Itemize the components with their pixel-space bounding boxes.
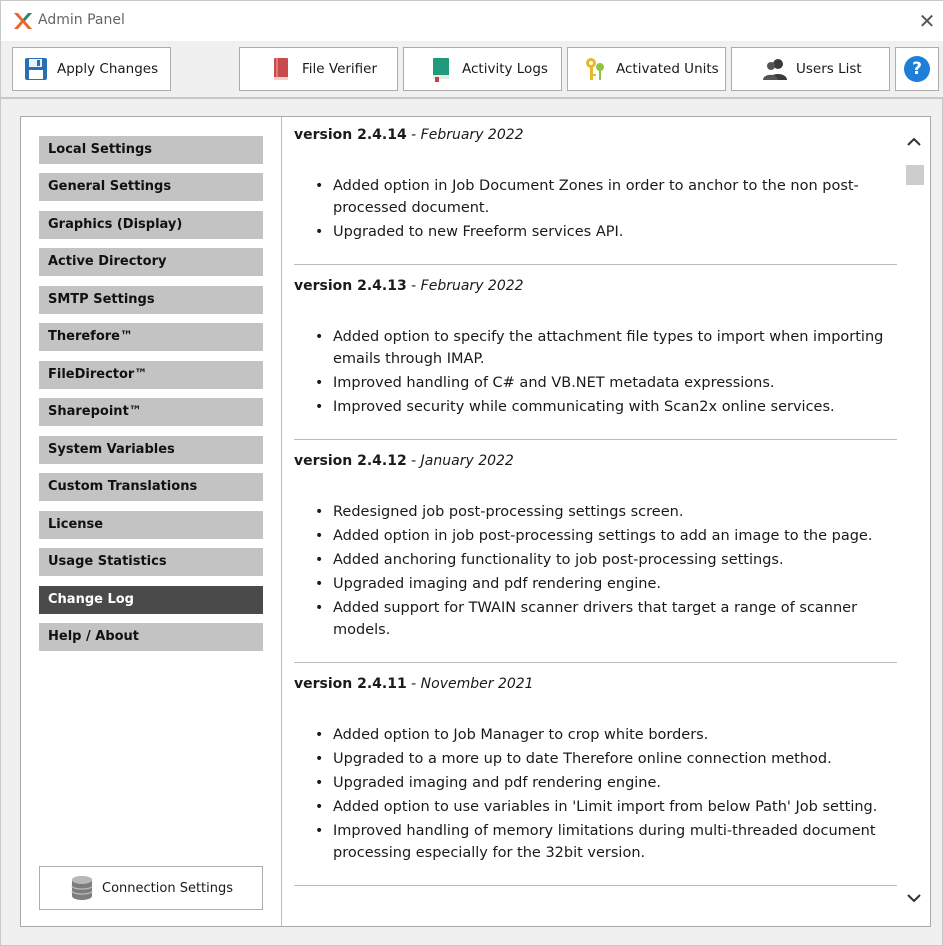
users-icon (762, 56, 788, 82)
change-item: • Added anchoring functionality to job post-processing settings. (333, 549, 897, 571)
version-separator: - (406, 127, 421, 143)
help-icon (904, 56, 930, 82)
change-log-content[interactable] (283, 117, 897, 926)
change-item: • Added option to specify the attachment file types to import when importing emails through IMAP. (333, 326, 897, 370)
apply-changes-label: Apply Changes (57, 61, 159, 77)
file-verifier-label: File Verifier (302, 61, 378, 77)
scrollbar-thumb[interactable] (906, 165, 924, 185)
version-number: version 2.4.12 (294, 453, 407, 469)
apply-changes-button[interactable] (12, 47, 171, 91)
version-entry (283, 265, 897, 418)
toolbar (1, 41, 943, 99)
version-entry (283, 440, 897, 641)
nav-item-system-variables[interactable]: System Variables (39, 436, 263, 464)
version-number: version 2.4.11 (294, 676, 407, 692)
app-logo-icon (13, 11, 33, 31)
book-red-icon (268, 56, 294, 82)
nav-item-custom-translations[interactable]: Custom Translations (39, 473, 263, 501)
connection-settings-label: Connection Settings (102, 880, 234, 896)
version-date: November 2021 (420, 676, 534, 692)
change-item: • Upgraded to a more up to date Therefore online connection method. (333, 748, 897, 770)
change-item: • Redesigned job post-processing settings screen. (333, 501, 897, 523)
version-heading (294, 127, 897, 149)
version-heading (294, 676, 897, 698)
version-changes (294, 724, 897, 864)
change-item: • Improved handling of memory limitations during multi-threaded document processing especially for the 32bit version. (333, 820, 897, 864)
change-item: • Added option to use variables in 'Limit import from below Path' Job setting. (333, 796, 897, 818)
activity-logs-label: Activity Logs (462, 61, 548, 77)
version-heading (294, 278, 897, 300)
floppy-disk-icon (23, 56, 49, 82)
version-changes (294, 175, 897, 243)
connection-settings-button[interactable] (39, 866, 263, 910)
users-list-button[interactable] (731, 47, 890, 91)
chevron-up-icon[interactable] (905, 133, 923, 151)
settings-nav (21, 117, 282, 926)
version-date: February 2022 (420, 127, 524, 143)
change-item: • Upgraded to new Freeform services API. (333, 221, 897, 243)
version-separator: - (406, 278, 421, 294)
version-date: January 2022 (420, 453, 514, 469)
activated-units-button[interactable] (567, 47, 726, 91)
change-item: • Added option in job post-processing settings to add an image to the page. (333, 525, 897, 547)
help-button[interactable] (895, 47, 939, 91)
vertical-scrollbar[interactable] (897, 117, 930, 926)
version-number: version 2.4.13 (294, 278, 407, 294)
nav-item-graphics-display[interactable]: Graphics (Display) (39, 211, 263, 239)
version-entry (283, 117, 897, 243)
version-number: version 2.4.14 (294, 127, 407, 143)
close-icon: ✕ (918, 9, 936, 33)
activated-units-label: Activated Units (616, 61, 719, 77)
change-item: • Added option to Job Manager to crop white borders. (333, 724, 897, 746)
file-verifier-button[interactable] (239, 47, 398, 91)
version-divider (294, 885, 897, 886)
nav-item-usage-statistics[interactable]: Usage Statistics (39, 548, 263, 576)
close-button[interactable] (913, 7, 941, 35)
activity-logs-button[interactable] (403, 47, 562, 91)
change-item: • Added support for TWAIN scanner drivers that target a range of scanner models. (333, 597, 897, 641)
help-icon-glyph: ? (912, 59, 922, 79)
change-item: • Improved security while communicating with Scan2x online services. (333, 396, 897, 418)
nav-item-filedirector[interactable]: FileDirector™ (39, 361, 263, 389)
nav-item-license[interactable]: License (39, 511, 263, 539)
version-changes (294, 501, 897, 641)
change-item: • Improved handling of C# and VB.NET metadata expressions. (333, 372, 897, 394)
version-date: February 2022 (420, 278, 524, 294)
database-icon (70, 875, 94, 901)
nav-item-change-log[interactable]: Change Log (39, 586, 263, 614)
chevron-down-icon[interactable] (905, 889, 923, 907)
change-item: • Upgraded imaging and pdf rendering engine. (333, 772, 897, 794)
book-green-icon (428, 56, 454, 82)
version-entry (283, 663, 897, 864)
version-separator: - (406, 676, 421, 692)
nav-item-help-about[interactable]: Help / About (39, 623, 263, 651)
users-list-label: Users List (796, 61, 862, 77)
change-item: • Upgraded imaging and pdf rendering engine. (333, 573, 897, 595)
content-panel (20, 116, 931, 927)
nav-item-general-settings[interactable]: General Settings (39, 173, 263, 201)
version-separator: - (406, 453, 421, 469)
nav-item-sharepoint[interactable]: Sharepoint™ (39, 398, 263, 426)
nav-item-local-settings[interactable]: Local Settings (39, 136, 263, 164)
version-changes (294, 326, 897, 418)
nav-item-smtp-settings[interactable]: SMTP Settings (39, 286, 263, 314)
nav-item-active-directory[interactable]: Active Directory (39, 248, 263, 276)
change-item: • Added option in Job Document Zones in order to anchor to the non post-processed document. (333, 175, 897, 219)
window-title: Admin Panel (38, 12, 125, 28)
version-heading (294, 453, 897, 475)
keys-icon (582, 56, 608, 82)
nav-item-therefore[interactable]: Therefore™ (39, 323, 263, 351)
title-bar (1, 1, 943, 41)
